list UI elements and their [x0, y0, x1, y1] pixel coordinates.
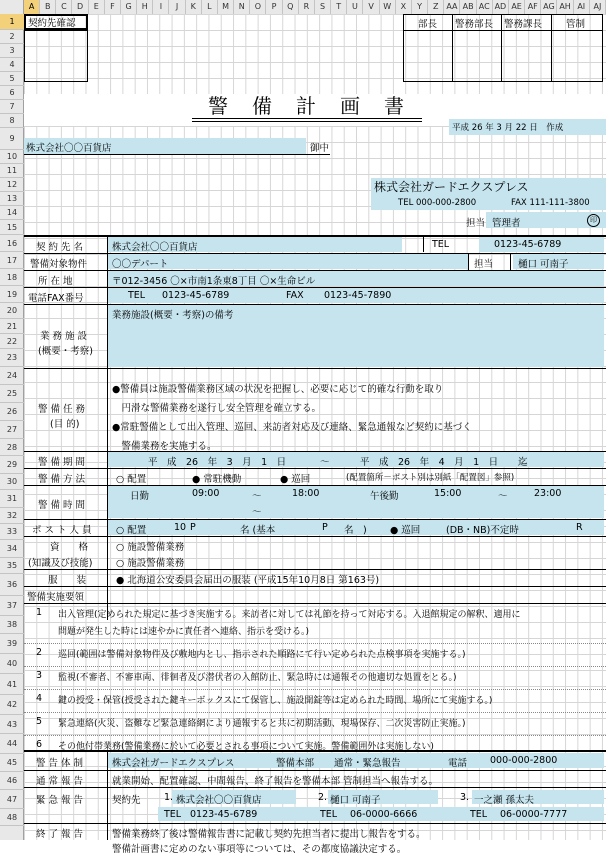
column-header-g[interactable]: G [121, 0, 137, 14]
row-header-19[interactable]: 19 [0, 286, 24, 303]
tel-label: TEL [128, 290, 146, 301]
night-from[interactable]: 15:00 [434, 488, 462, 499]
row-header-22[interactable]: 22 [0, 334, 24, 349]
emergency-1-no: 1. [164, 792, 174, 803]
column-header-ag[interactable]: AG [541, 0, 557, 14]
procedure-text: その他付帯業務(警備業務に於いて必要とされる事項について実施。警備範囲外は実施しない) [58, 742, 434, 752]
qual-2[interactable]: ○ 施設警備業務 [116, 558, 185, 569]
fax-value[interactable]: 0123-45-7890 [324, 290, 392, 301]
day-from[interactable]: 09:00 [192, 488, 220, 499]
approval-table [403, 14, 603, 82]
seal-icon: 印 [587, 214, 600, 227]
row-header-20[interactable]: 20 [0, 303, 24, 319]
company-tel: TEL 000-000-2800 [398, 198, 477, 208]
row-header-37[interactable]: 37 [0, 596, 24, 616]
tel-value[interactable]: 0123-45-6789 [162, 290, 230, 301]
approval-keimu-bucho: 警務部長 [455, 19, 494, 30]
column-header-z[interactable]: Z [428, 0, 444, 14]
emergency-1-tel-label: TEL [164, 809, 182, 820]
column-header-y[interactable]: Y [412, 0, 428, 14]
column-header-n[interactable]: N [234, 0, 250, 14]
row-header-16[interactable]: 16 [0, 235, 24, 252]
method-opt-junkai[interactable]: ● 巡回 [280, 474, 311, 485]
row-header-36[interactable]: 36 [0, 574, 24, 596]
column-header-f[interactable]: F [105, 0, 121, 14]
column-header-aj[interactable]: AJ [590, 0, 606, 14]
duty-line-3: ●常駐警備として出入管理、巡回、来訪者対応及び連絡、緊急通報など契約に基づく [112, 422, 472, 433]
method-opt-haichi[interactable]: ○ 配置 [116, 474, 147, 485]
column-header-k[interactable]: K [186, 0, 202, 14]
emergency-3-name[interactable]: 一之瀬 孫太夫 [474, 795, 535, 806]
column-header-ah[interactable]: AH [558, 0, 574, 14]
post-p: P [190, 522, 196, 533]
emergency-3-tel[interactable]: 06-0000-7777 [500, 809, 568, 820]
emergency-contact-label: 契約先 [112, 795, 141, 806]
system-tel[interactable]: 000-000-2800 [490, 755, 558, 766]
column-header-o[interactable]: O [250, 0, 266, 14]
fax-label: FAX [286, 290, 304, 301]
row-header-31[interactable]: 31 [0, 490, 24, 508]
end-report-value: 警備業務終了後は警備報告書に記載し契約先担当者に提出し報告をする。 [112, 829, 426, 840]
emergency-2-no: 2. [318, 792, 328, 803]
row-header-9[interactable]: 9 [0, 128, 24, 150]
procedure-number: 6 [36, 739, 43, 750]
system-hq: 警備本部 [276, 758, 315, 769]
uniform-value: ● 北海道公安委員会届出の服装 (平成15年10月8日 第163号) [116, 575, 380, 586]
column-header-ab[interactable]: AB [461, 0, 477, 14]
method-note: (配置箇所－ポスト別は別紙「配置図」参照) [346, 473, 515, 483]
column-header-h[interactable]: H [137, 0, 153, 14]
row-header-10[interactable]: 10 [0, 150, 24, 164]
column-header-i[interactable]: I [153, 0, 169, 14]
procedures-list [24, 603, 606, 750]
row-header-5[interactable]: 5 [0, 72, 24, 86]
address-value[interactable]: 〒012-3456 〇×市南1条東8丁目 〇×生命ビル [112, 276, 316, 287]
duty-label: 警 備 任 務 [38, 404, 86, 415]
emergency-3-tel-label: TEL [470, 809, 488, 820]
procedure-divider [24, 689, 606, 690]
procedure-number: 2 [36, 647, 43, 658]
row-header-27[interactable]: 27 [0, 421, 24, 439]
procedures-title: 警備実施要領 [27, 592, 85, 603]
column-header-l[interactable]: L [202, 0, 218, 14]
target-label: 警備対象物件 [30, 259, 88, 270]
period-to[interactable]: 平 成 26 年 4 月 1 日 [360, 457, 499, 468]
row-header-24[interactable]: 24 [0, 367, 24, 385]
column-header-s[interactable]: S [315, 0, 331, 14]
row-header-1[interactable]: 1 [0, 14, 24, 30]
row-header-32[interactable]: 32 [0, 508, 24, 524]
contract-confirm-box[interactable] [24, 30, 88, 82]
approval-keimu-kacho: 警務課長 [504, 19, 543, 30]
duty-sublabel: (目 的) [50, 419, 80, 430]
emergency-1-tel[interactable]: 0123-45-6789 [190, 809, 258, 820]
row-header-8[interactable]: 8 [0, 114, 24, 128]
column-header-v[interactable]: V [364, 0, 380, 14]
procedure-text: 鍵の授受・保管(授受された鍵キーボックスにて保管し、施設開錠等は定められた時間、場所にて実施する。) [58, 696, 493, 706]
normal-report-label: 通 常 報 告 [36, 776, 84, 787]
page-title: 警 備 計 画 書 [208, 94, 406, 118]
post-label: ポ ス ト 人 員 [32, 525, 92, 536]
select-all-corner[interactable] [0, 0, 24, 14]
procedure-divider [24, 666, 606, 667]
column-header-d[interactable]: D [73, 0, 89, 14]
target-value[interactable]: 〇〇デパート [112, 259, 169, 270]
plan-form [24, 235, 606, 855]
row-header-12[interactable]: 12 [0, 178, 24, 192]
emergency-label: 緊 急 報 告 [36, 795, 84, 806]
column-header-t[interactable]: T [331, 0, 347, 14]
column-header-ai[interactable]: AI [574, 0, 590, 14]
post-count[interactable]: 10 [174, 522, 187, 533]
contract-label: 契 約 先 名 [36, 242, 84, 253]
night-tilde: 〜 [498, 491, 508, 502]
approval-kansei: 管制 [566, 19, 586, 30]
last-line: 警備計画書に定めのない事項等については、その都度協議決定する。 [112, 844, 407, 855]
row-header-46[interactable]: 46 [0, 772, 24, 790]
night-label: 午後勤 [370, 491, 399, 502]
onchu-label: 御中 [310, 143, 330, 154]
column-header-j[interactable]: J [170, 0, 186, 14]
column-header-r[interactable]: R [299, 0, 315, 14]
procedure-text: 監視(不審者、不審車両、徘徊者及び潜伏者の入館防止、緊急時には通報その他適切な処置をとる。) [58, 673, 457, 683]
row-header-13[interactable]: 13 [0, 192, 24, 206]
facility-sublabel: (概要・考察) [38, 346, 93, 357]
row-header-23[interactable]: 23 [0, 349, 24, 367]
qual-sublabel: (知識及び技能) [28, 558, 93, 569]
duty-line-4: 警備業務を実施する。 [112, 441, 217, 452]
second-tilde: 〜 [252, 507, 262, 518]
column-header-c[interactable]: C [56, 0, 72, 14]
emergency-2-name[interactable]: 樋口 可南子 [330, 795, 381, 806]
post-r: R [576, 522, 583, 533]
column-header-a[interactable]: A [24, 0, 40, 14]
column-header-ad[interactable]: AD [493, 0, 509, 14]
column-header-ae[interactable]: AE [509, 0, 525, 14]
night-to[interactable]: 23:00 [534, 488, 562, 499]
qual-label: 資 格 [50, 542, 89, 553]
worksheet[interactable] [24, 14, 606, 855]
time-label: 警 備 時 間 [38, 500, 86, 511]
procedure-text: 問題が発生した時には速やかに責任者へ連絡、指示を受ける。) [58, 627, 310, 637]
column-header-x[interactable]: X [396, 0, 412, 14]
emergency-1-name[interactable]: 株式会社〇〇百貨店 [176, 795, 262, 806]
procedure-divider [24, 643, 606, 644]
row-header-30[interactable]: 30 [0, 474, 24, 490]
column-header-q[interactable]: Q [283, 0, 299, 14]
client-name: 株式会社〇〇百貨店 [26, 143, 112, 154]
procedure-text: 緊急連絡(火災、盗難など緊急連絡網により通報すると共に初期活動、現場保存、二次災害防止実施。) [58, 719, 466, 729]
row-header-29[interactable]: 29 [0, 456, 24, 474]
row-header-2[interactable]: 2 [0, 30, 24, 44]
contract-value[interactable]: 株式会社〇〇百貨店 [112, 242, 198, 253]
period-to-suffix: 迄 [518, 457, 528, 468]
procedure-text: 巡回(範囲は警備対象物件及び敷地内とし、指示された順路にて行い定められた点検事項を実施する。) [58, 650, 466, 660]
row-header-41[interactable]: 41 [0, 674, 24, 695]
row-header-4[interactable]: 4 [0, 58, 24, 72]
system-label: 警 告 体 制 [36, 758, 84, 769]
column-header-u[interactable]: U [347, 0, 363, 14]
row-header-3[interactable]: 3 [0, 44, 24, 58]
post-mei: 名 (基本 [240, 525, 276, 536]
row-header-7[interactable]: 7 [0, 100, 24, 114]
contract-tel[interactable]: 0123-45-6789 [494, 239, 562, 250]
normal-report-value: 就業開始、配置確認、中間報告、終了報告を警備本部 管制担当へ報告する。 [112, 776, 439, 787]
column-header-bar [0, 0, 606, 15]
address-label: 所 在 地 [38, 276, 73, 287]
column-header-e[interactable]: E [89, 0, 105, 14]
procedure-number: 5 [36, 716, 43, 727]
facility-label: 業 務 施 設 [40, 331, 88, 342]
row-header-11[interactable]: 11 [0, 164, 24, 178]
procedure-number: 1 [36, 607, 43, 618]
method-label: 警 備 方 法 [38, 474, 86, 485]
post-opt-junkai[interactable]: ● 巡回 [390, 525, 421, 536]
row-header-bar [0, 14, 24, 840]
emergency-2-tel-label: TEL [320, 809, 338, 820]
row-header-18[interactable]: 18 [0, 269, 24, 286]
row-header-44[interactable]: 44 [0, 734, 24, 754]
period-tilde: 〜 [320, 457, 330, 468]
system-type: 通常・緊急報告 [334, 758, 401, 769]
period-from[interactable]: 平 成 26 年 3 月 1 日 [148, 457, 287, 468]
created-date: 平成 26 年 3 月 22 日 作成 [452, 123, 564, 133]
system-tel-label: 電話 [448, 758, 468, 769]
system-company: 株式会社ガードエクスプレス [112, 758, 235, 769]
post-note: (DB・NB)不定時 [446, 525, 519, 536]
row-header-34[interactable]: 34 [0, 540, 24, 558]
procedure-number: 4 [36, 693, 43, 704]
row-header-43[interactable]: 43 [0, 715, 24, 734]
contract-tel-label: TEL [432, 239, 450, 250]
row-header-47[interactable]: 47 [0, 790, 24, 809]
post-p2: P [322, 522, 328, 533]
row-header-6[interactable]: 6 [0, 86, 24, 100]
end-report-label: 終 了 報 告 [36, 829, 84, 840]
procedure-number: 3 [36, 670, 43, 681]
row-header-25[interactable]: 25 [0, 385, 24, 403]
row-header-42[interactable]: 42 [0, 695, 24, 715]
uniform-label: 服 装 [48, 575, 87, 586]
approval-bucho: 部長 [418, 19, 438, 30]
day-tilde: 〜 [252, 491, 262, 502]
row-header-26[interactable]: 26 [0, 403, 24, 421]
company-name: 株式会社ガードエクスプレス [374, 180, 529, 194]
column-header-p[interactable]: P [267, 0, 283, 14]
column-header-af[interactable]: AF [525, 0, 541, 14]
qual-1[interactable]: ○ 施設警備業務 [116, 542, 185, 553]
period-label: 警 備 期 間 [38, 457, 86, 468]
row-header-14[interactable]: 14 [0, 206, 24, 220]
duty-line-2: 円滑な警備業務を遂行し安全管理を確立する。 [112, 403, 322, 414]
column-header-ac[interactable]: AC [477, 0, 493, 14]
post-mei2: 名 ) [344, 525, 367, 536]
tanto-form-label: 担当 [474, 259, 494, 270]
row-header-38[interactable]: 38 [0, 616, 24, 634]
procedure-divider [24, 735, 606, 736]
row-header-40[interactable]: 40 [0, 654, 24, 674]
row-header-45[interactable]: 45 [0, 754, 24, 772]
tanto-label: 担当 [466, 218, 486, 229]
row-header-15[interactable]: 15 [0, 220, 24, 235]
duty-line-1: ●警備員は施設警備業務区域の状況を把握し、必要に応じて的確な行動を取り [112, 384, 444, 395]
row-header-39[interactable]: 39 [0, 634, 24, 654]
manager-name: 管理者 [492, 218, 521, 229]
column-header-aa[interactable]: AA [444, 0, 460, 14]
phonefax-label: 電話FAX番号 [28, 293, 84, 304]
emergency-2-tel[interactable]: 06-0000-6666 [350, 809, 418, 820]
row-header-33[interactable]: 33 [0, 524, 24, 540]
contract-confirm-label: 契約先確認 [28, 18, 76, 29]
day-to[interactable]: 18:00 [292, 488, 320, 499]
emergency-3-no: 3. [460, 792, 470, 803]
column-header-m[interactable]: M [218, 0, 234, 14]
column-header-w[interactable]: W [380, 0, 396, 14]
method-opt-jochu[interactable]: ● 常駐機動 [192, 474, 242, 485]
company-fax: FAX 111-111-3800 [511, 198, 590, 208]
procedure-divider [24, 712, 606, 713]
row-header-17[interactable]: 17 [0, 252, 24, 269]
row-header-28[interactable]: 28 [0, 439, 24, 456]
post-opt-haichi[interactable]: ○ 配置 [116, 525, 147, 536]
day-label: 日勤 [130, 491, 150, 502]
row-header-48[interactable]: 48 [0, 809, 24, 826]
facility-value[interactable]: 業務施設(概要・考察)の備考 [112, 310, 234, 321]
row-header-35[interactable]: 35 [0, 558, 24, 574]
procedure-text: 出入管理(定められた規定に基づき実施する。来訪者に対しては礼節を持って対応する。入退館規定の解釈、適用に [58, 610, 521, 620]
tanto-form-value[interactable]: 樋口 可南子 [518, 259, 569, 270]
column-header-b[interactable]: B [40, 0, 56, 14]
row-header-21[interactable]: 21 [0, 319, 24, 334]
